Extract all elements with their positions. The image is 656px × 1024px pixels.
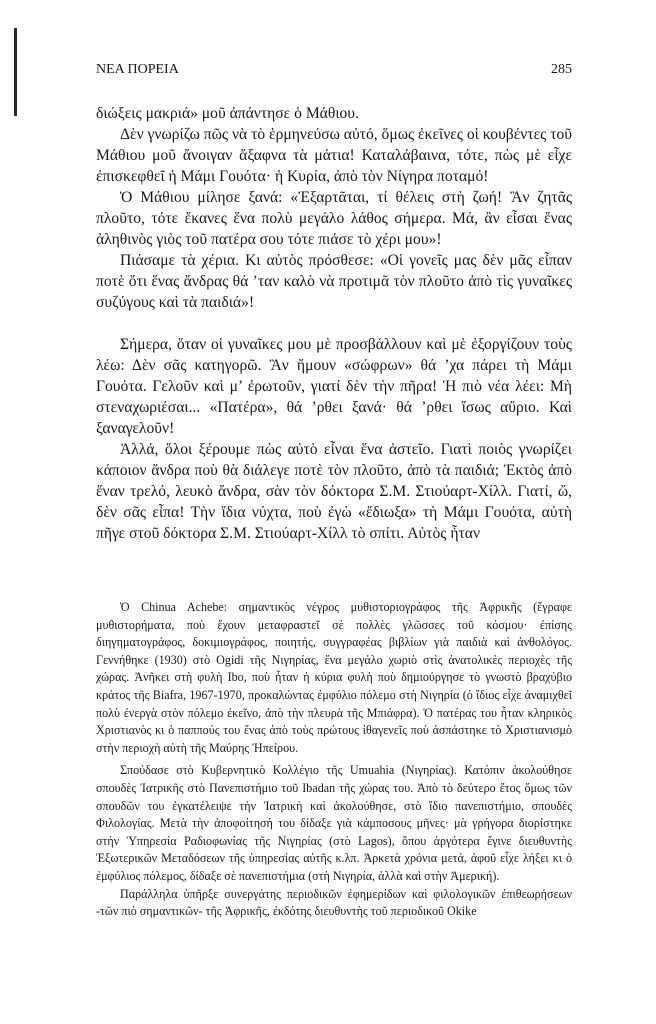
note-paragraph-3: Παράλληλα ὑπῆρξε συνεργάτης περιοδικῶν ἐφημερίδων καὶ φιλολογικῶν ἐπιθεωρήσεων -τῶν πιὸ σημαντικῶν- τῆς Ἀφρικῆς, ἐκδότης διευθυντὴς τοῦ περιοδικοῦ Okike (96, 886, 572, 919)
paragraph-2: Δὲν γνωρίζω πῶς νὰ τὸ ἑρμηνεύσω αὐτό, ὅμως ἐκεῖνες οἱ κουβέντες τοῦ Μάθιου μοῦ ἄνοιγαν ἄξαφνα τὰ μάτια! Καταλάβαινα, τότε, πὼς μὲ εἶχε ἐπισκεφθεῖ ἡ Μάμι Γουότα· ἡ Κυρία, ἀπὸ τὸν Νίγηρα ποταμό! (96, 126, 572, 185)
note-paragraph-1: Ὁ Chinua Achebe: σημαντικὸς νέγρος μυθιστοριογράφος τῆς Ἀφρικῆς (ἔγραφε μυθιστορήματα, ποὺ ἔχουν μεταφραστεῖ σὲ πολλὲς γλῶσσες τοῦ κόσμου· ἐπίσης διηγηματογράφος, δοκιμιογράφος, ποιητής, συγγραφέας βιβλίων γιὰ παιδιὰ καὶ ἀνθολόγος. Γεννήθηκε (1930) στὸ Ogidi τῆς Νιγηρίας, ἕνα μεγάλο χωριὸ στὶς ἀνατολικὲς περιοχὲς τῆς χώρας. Ἀνῆκει στὴ φυλὴ Ibo, ποὺ ἦταν ἡ κύρια φυλὴ ποὺ δημιούργησε τὸ γνωστὸ βραχύβιο κράτος τῆς Biafra, 1967-1970, προκαλώντας ἐμφύλιο πόλεμο στὴ Νιγηρία (ὁ ἴδιος εἶχε ἀναμιχθεῖ πολὺ ἐνεργὰ στὸν πόλεμο ἐκεῖνο, ἀπὸ τὴν πλευρὰ τῆς Μπιάφρα). Ὁ πατέρας του ἦταν κληρικὸς Χριστιανὸς κι ὁ παππούς του ἕνας ἀπὸ τοὺς πρώτους ἰθαγενεῖς ποὺ ἀσπάστηκε τὸ Χριστιανισμὸ στὴν περιοχὴ αὐτὴ τῆς Μαύρης Ἠπείρου. (96, 600, 572, 755)
binding-mark (14, 28, 17, 116)
page-number: 285 (551, 62, 572, 77)
paragraph-1: διώξεις μακριά» μοῦ ἀπάντησε ὁ Μάθιου. (96, 105, 359, 122)
author-notes (96, 599, 572, 921)
journal-title: ΝΕΑ ΠΟΡΕΙΑ (96, 62, 179, 77)
paragraph-4: Πιάσαμε τὰ χέρια. Κι αὐτὸς πρόσθεσε: «Οἱ γονεῖς μας δὲν μᾶς εἶπαν ποτὲ ὅτι ἕνας ἄνδρας θά ’ταν καλὸ νὰ προτιμᾶ τὸν πλοῦτο ἀπὸ τὶς γυναῖκες συζύγους καὶ τὰ παιδιά»! (96, 252, 572, 311)
paragraph-3: Ὁ Μάθιου μίλησε ξανά: «Ἐξαρτᾶται, τί θέλεις στὴ ζωή! Ἂν ζητᾶς πλοῦτο, τότε ἔκανες ἕνα πολὺ μεγάλο λάθος σήμερα. Μά, ἂν εἶσαι ἕνας ἀληθινὸς γιὸς τοῦ πατέρα σου τότε πιάσε τὸ χέρι μου»! (96, 189, 572, 248)
paragraph-5: Σήμερα, ὅταν οἱ γυναῖκες μου μὲ προσβάλλουν καὶ μὲ ἐξοργίζουν τοὺς λέω: Δὲν σᾶς κατηγορῶ. Ἂν ἤμουν «σώφρων» θά ’χα πάρει τὴ Μάμι Γουότα. Γελοῦν καὶ μ’ ἐρωτοῦν, γιατί δὲν τὴν πῆρα! Ἡ πιὸ νέα λέει: Μὴ στεναχωριέσαι... «Πατέρα», θά ’ρθει ξανά· θά ’ρθει ἴσως αὔριο. Καὶ ξαναγελοῦν! (96, 336, 572, 437)
main-text (96, 103, 572, 544)
running-header (96, 62, 572, 78)
note-paragraph-2: Σπούδασε στὸ Κυβερνητικὸ Κολλέγιο τῆς Umuahia (Νιγηρίας). Κατόπιν ἀκολούθησε σπουδὲς Ἰατρικῆς στὸ Πανεπιστήμιο τοῦ Ibadan τῆς χώρας του. Ἀπὸ τὸ δεύτερο ἔτος ὅμως τῶν σπουδῶν του ἐγκατέλειψε τὴν Ἰατρικὴ καὶ ἀκολούθησε, στὸ ἴδιο πανεπιστήμιο, σπουδὲς Φιλολογίας. Μετὰ τὴν ἀποφοίτησή του δίδαξε γιὰ κάμποσους μῆνες· μὰ γρήγορα διορίστηκε στὴν Ὑπηρεσία Ραδιοφωνίας τῆς Νιγηρίας (στὸ Lagos), ὅπου ἀργότερα ἔγινε διευθυντὴς Ἐξωτερικῶν Μεταδόσεων τῆς ὑπηρεσίας αὐτῆς κ.λπ. Ἀρκετὰ χρόνια μετά, ἀφοῦ εἶχε λήξει κι ὁ ἐμφύλιος πόλεμος, δίδαξε σὲ πανεπιστήμια (στὴ Νιγηρία, ἀλλὰ καὶ στὴν Ἀμερική). (96, 763, 572, 883)
paragraph-6: Ἀλλά, ὅλοι ξέρουμε πὼς αὐτὸ εἶναι ἕνα ἀστεῖο. Γιατὶ ποιὸς γνωρίζει κάποιον ἄνδρα ποὺ θὰ διάλεγε ποτὲ τὸν πλοῦτο, ἀπὸ τὰ παιδιά; Ἐκτὸς ἀπὸ ἕναν τρελό, λευκὸ ἄνδρα, σὰν τὸν δόκτορα Σ.Μ. Στιούαρτ-Χίλλ. Γιατί, ὤ, δὲν σᾶς εἶπα! Τὴν ἴδια νύχτα, ποὺ ἐγὼ «ἔδιωξα» τὴ Μάμι Γουότα, αὐτὴ πῆγε στοῦ δόκτορα Σ.Μ. Στιούαρτ-Χίλλ τὸ σπίτι. Αὐτὸς ἦταν (96, 441, 572, 542)
